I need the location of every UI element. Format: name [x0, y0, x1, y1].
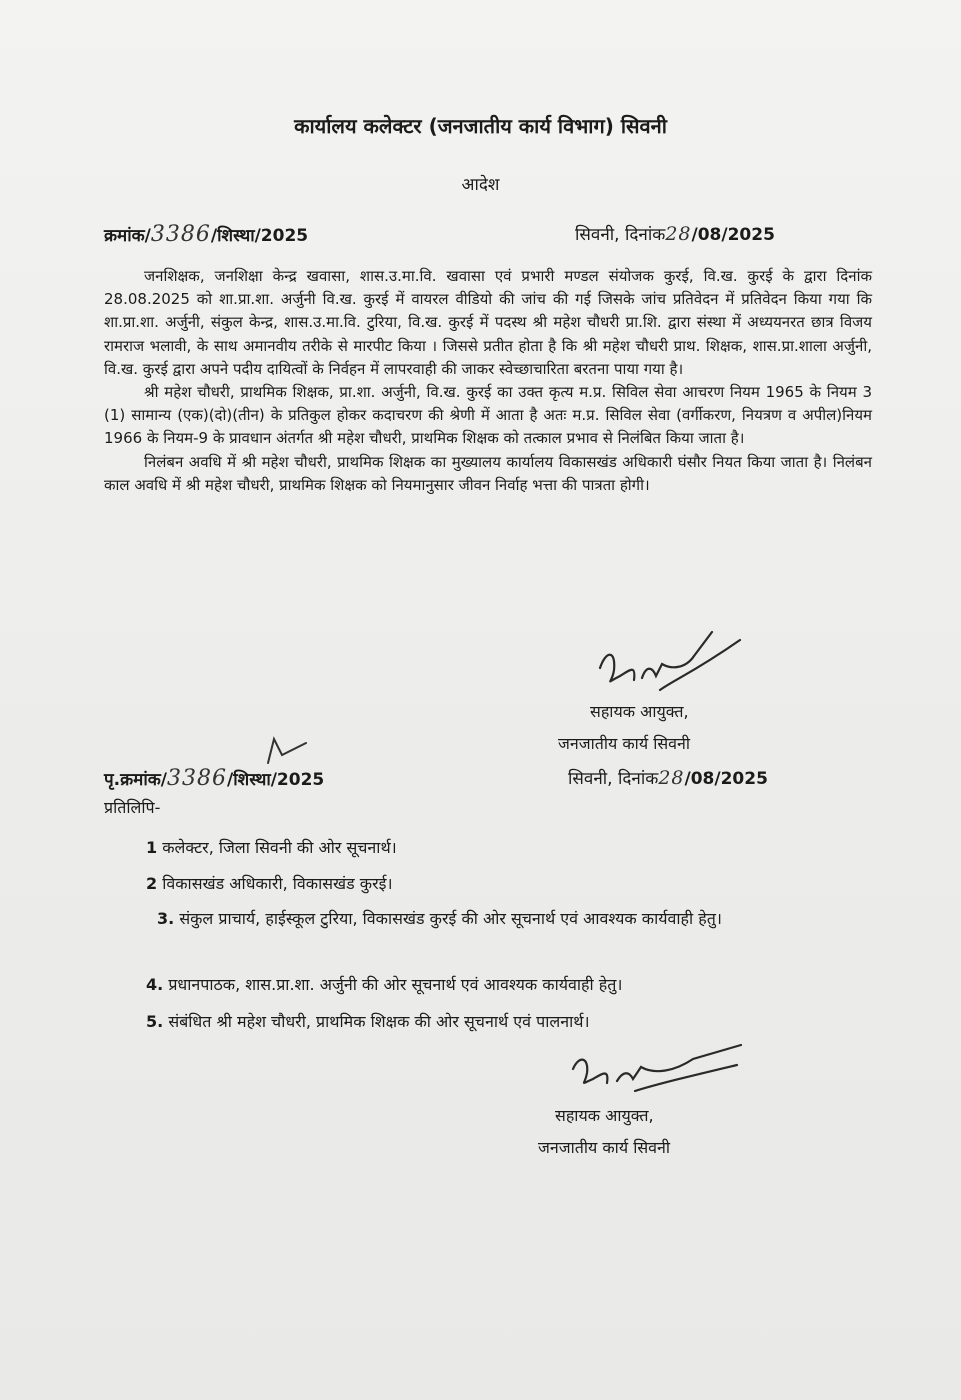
order-number-suffix: /शिस्था/2025: [210, 226, 309, 246]
endorsement-number-prefix: पृ.क्रमांक/: [104, 770, 168, 790]
signature-1-designation: सहायक आयुक्त,: [590, 702, 689, 721]
order-date-suffix: /08/2025: [691, 225, 775, 245]
copy-item: [157, 902, 872, 936]
copy-item: [146, 836, 397, 858]
signature-1-scribble: [590, 620, 750, 710]
copy-item-text: संकुल प्राचार्य, हाईस्कूल टुरिया, विकासखंड कुरई की ओर सूचनार्थ एवं आवश्यक कार्यवाही हेतु।: [179, 909, 722, 928]
copy-item: [146, 872, 393, 894]
order-date: [575, 222, 775, 245]
endorsement-number-handwritten: 3386: [167, 766, 228, 791]
order-number-prefix: क्रमांक/: [104, 226, 151, 246]
copy-item-text: कलेक्टर, जिला सिवनी की ओर सूचनार्थ।: [162, 838, 397, 857]
office-title: कार्यालय कलेक्टर (जनजातीय कार्य विभाग) सिवनी: [294, 114, 667, 138]
body-paragraph-1: जनशिक्षक, जनशिक्षा केन्द्र खवासा, शास.उ.मा.वि. खवासा एवं प्रभारी मण्डल संयोजक कुरई, वि.ख. कुरई के द्वारा दिनांक 28.08.2025 को शा.प्रा.शा. अर्जुनी वि.ख. कुरई में वायरल वीडियो की जांच की गई जिसके जांच प्रतिवेदन में प्रतिवेदन किया गया कि शा.प्रा.शा. अर्जुनी, संकुल केन्द्र, शास.उ.मा.वि. टुरिया, वि.ख. कुरई में पदस्थ श्री महेश चौधरी प्रा.शि. द्वारा संस्था में अध्ययनरत छात्र विजय रामराज भलावी, के साथ अमानवीय तरीके से मारपीट किया । जिससे प्रतीत होता है कि श्री महेश चौधरी प्राथ. शिक्षक, शास.प्रा.शाला अर्जुनी, वि.ख. कुरई द्वारा अपने पदीय दायित्वों के निर्वहन में लापरवाही की जाकर स्वेच्छाचारिता बरतना पाया गया है।: [104, 267, 872, 378]
copy-item-number: 1: [146, 838, 158, 857]
copy-item-text: संबंधित श्री महेश चौधरी, प्राथमिक शिक्षक की ओर सूचनार्थ एवं पालनार्थ।: [168, 1012, 590, 1031]
endorsement-date: [568, 766, 768, 789]
copy-item-text: विकासखंड अधिकारी, विकासखंड कुरई।: [162, 874, 393, 893]
order-number: [104, 222, 308, 247]
copy-item-text: प्रधानपाठक, शास.प्रा.शा. अर्जुनी की ओर सूचनार्थ एवं आवश्यक कार्यवाही हेतु।: [168, 975, 623, 994]
copy-item: [146, 973, 622, 995]
copy-item-number: 4.: [146, 975, 164, 994]
order-body: [104, 265, 872, 497]
copy-item-number: 2: [146, 874, 158, 893]
signature-2-designation: सहायक आयुक्त,: [555, 1106, 654, 1125]
order-heading: आदेश: [461, 175, 500, 195]
endorsement-number: [104, 766, 324, 791]
copy-item: [146, 1010, 590, 1032]
signature-2-scribble: [565, 1035, 745, 1105]
body-paragraph-2: श्री महेश चौधरी, प्राथमिक शिक्षक, प्रा.शा. अर्जुनी, वि.ख. कुरई का उक्त कृत्य म.प्र. सिविल सेवा आचरण नियम 1965 के नियम 3 (1) सामान्य (एक)(दो)(तीन) के प्रतिकुल होकर कदाचरण की श्रेणी में आता है अतः म.प्र. सिविल सेवा (वर्गीकरण, नियत्रण व अपील)नियम 1966 के नियम-9 के प्रावधान अंतर्गत श्री महेश चौधरी, प्राथमिक शिक्षक को तत्काल प्रभाव से निलंबित किया जाता है।: [104, 383, 872, 448]
copy-item-number: 5.: [146, 1012, 164, 1031]
handwritten-mark: [262, 735, 312, 767]
order-number-handwritten: 3386: [150, 222, 211, 247]
copy-to-heading: प्रतिलिपि-: [104, 798, 161, 817]
endorsement-date-suffix: /08/2025: [684, 769, 768, 789]
endorsement-day-handwritten: 28: [658, 767, 685, 789]
endorsement-number-suffix: /शिस्था/2025: [227, 770, 325, 790]
signature-2-department: जनजातीय कार्य सिवनी: [538, 1138, 671, 1157]
copy-item-number: 3.: [157, 909, 175, 928]
body-paragraph-3: निलंबन अवधि में श्री महेश चौधरी, प्राथमिक शिक्षक का मुख्यालय कार्यालय विकासखंड अधिकारी घंसौर नियत किया जाता है। निलंबन काल अवधि में श्री महेश चौधरी, प्राथमिक शिक्षक को नियमानुसार जीवन निर्वाह भत्ता की पात्रता होगी।: [104, 452, 872, 494]
signature-1-department: जनजातीय कार्य सिवनी: [558, 734, 691, 753]
order-day-handwritten: 28: [665, 223, 692, 245]
endorsement-date-prefix: सिवनी, दिनांक: [568, 769, 659, 789]
order-date-prefix: सिवनी, दिनांक: [575, 225, 666, 245]
